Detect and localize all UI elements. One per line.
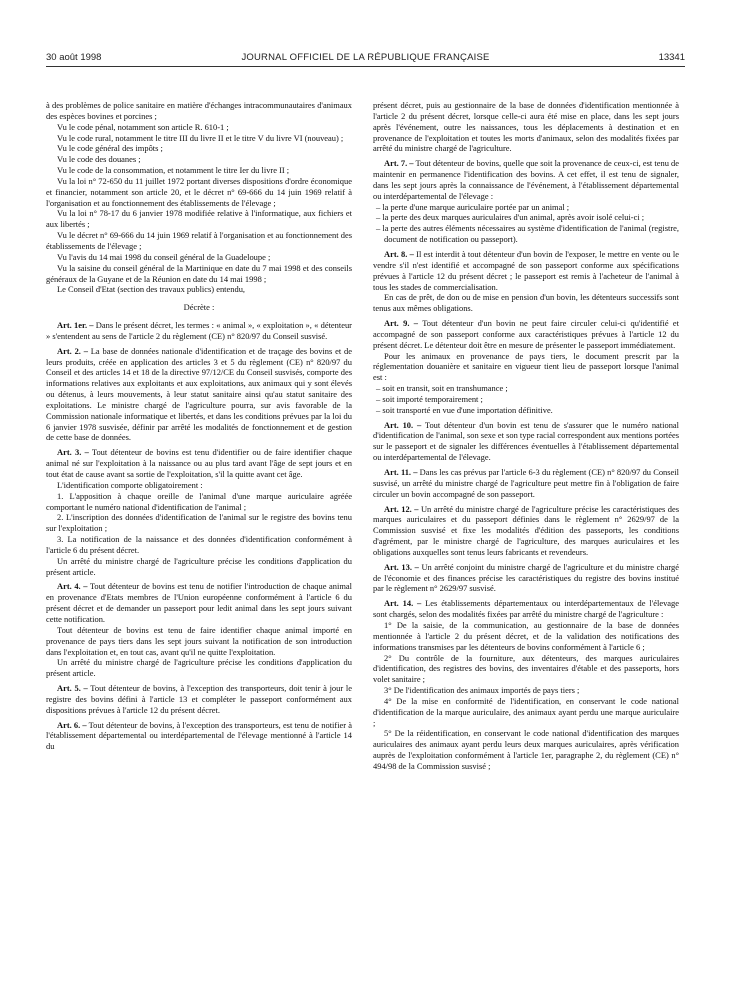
paragraph: 1. L'apposition à chaque oreille de l'animal d'une marque auriculaire agréée comportant le numéro national d'identification de l'animal ; — [46, 490, 352, 512]
paragraph: Vu le décret n° 69-666 du 14 juin 1969 relatif à l'organisation et au fonctionnement des établissements de l'élevage ; — [46, 230, 352, 251]
journal-title: JOURNAL OFFICIEL DE LA RÉPUBLIQUE FRANÇAISE — [241, 52, 490, 63]
article-text: Tout détenteur de bovins est tenu de notifier l'introduction de chaque animal en provenance d'Etats membres de l'Union européenne conformément à l'article 6 du présent décret et de demander un passeport pour ledit animal dans les sept jours suivant cette notification. — [46, 581, 352, 624]
article-text: Tout détenteur de bovins est tenu d'identifier ou de faire identifier chaque animal né sur l'exploitation à la naissance ou au plus tard avant l'âge de sept jours et en tout état de cause avant sa sortie de l'exploitation, s'il la quitte avant cet âge. — [46, 447, 352, 479]
article-label: Art. 8. – — [384, 248, 414, 259]
paragraph: 2. L'inscription des données d'identification de l'animal sur le registre des bovins tenu sur l'exploitation ; — [46, 512, 352, 534]
article-label: Art. 14. – — [384, 598, 422, 609]
article-10 — [373, 420, 679, 463]
paragraph: Vu le code pénal, notamment son article R. 610-1 ; — [57, 121, 229, 132]
header-rule — [46, 66, 685, 67]
paragraph: présent décret, puis au gestionnaire de la base de données d'identification mentionnée à l'article 2 du présent décret, lorsque celle-ci aura été mise en place, dans les sept jours après l'événement, outre les naissances, tous les déplacements à destination et en provenance de l'exploitation et toutes les morts d'animaux, selon des modalités fixées par arrêté du ministre chargé de l'agriculture. — [373, 100, 679, 154]
paragraph: Vu le code général des impôts ; — [57, 143, 163, 154]
article-label: Art. 4. – — [57, 581, 88, 592]
paragraph: 3° De l'identification des animaux importés de pays tiers ; — [384, 685, 580, 696]
article-label: Art. 9. – — [384, 318, 419, 329]
article-14 — [373, 598, 679, 620]
article-text: Tout détenteur de bovins, quelle que soit la provenance de ceux-ci, est tenu de maintenir en permanence l'identification des bovins. A cet effet, il est tenu de signaler, dans les sept jours après la connaissance de l'événement, à l'établissement départemental ou interdépartemental de l'élevage : — [373, 158, 679, 201]
article-text: Dans le présent décret, les termes : « animal », « exploitation », « détenteur » s'entendent au sens de l'article 2 du règlement (CE) n° 820/97 du Conseil susvisé. — [46, 320, 352, 341]
paragraph: En cas de prêt, de don ou de mise en pension d'un bovin, les détenteurs successifs sont tenus aux mêmes obligations. — [373, 292, 679, 314]
paragraph: Pour les animaux en provenance de pays tiers, le document prescrit par la réglementation douanière et sanitaire en vigueur tient lieu de passeport lorsque l'animal est : — [373, 350, 679, 383]
list-item: – la perte d'une marque auriculaire portée par un animal ; — [376, 201, 570, 212]
paragraph: Vu le code rural, notamment le titre III du livre II et le titre V du livre VI (nouveau) ; — [57, 132, 344, 143]
article-text: Un arrêté conjoint du ministre chargé de l'agriculture et du ministre chargé de l'économie et des finances précise les caractéristiques du registre des bovins institué par le règlement n° 2629/97 susvisé. — [373, 561, 679, 594]
paragraph: 4° De la mise en conformité de l'identification, en conservant le code national d'identification de la marque auriculaire, des animaux ayant perdu une marque auriculaire ; — [373, 695, 679, 728]
article-label: Art. 10. – — [384, 419, 422, 430]
paragraph: à des problèmes de police sanitaire en matière d'échanges intracommunautaires d'animaux des espèces bovines et porcines ; — [46, 100, 352, 121]
article-text: Il est interdit à tout détenteur d'un bovin de l'exposer, le mettre en vente ou le vendre s'il n'est identifié et accompagné de son passeport conforme aux spécifications prévues à l'article 12 du présent décret ; le passeport est remis à l'acheteur de l'animal à tous les stades de commercialisation. — [373, 248, 679, 292]
article-label: Art. 1er. – — [57, 320, 94, 331]
decrete-heading: Décrète : — [183, 302, 215, 313]
list-item: – la perte des deux marques auriculaires d'un animal, après avoir isolé celui-ci ; — [376, 212, 645, 223]
paragraph: 1° De la saisie, de la communication, au gestionnaire de la base de données mentionnée à l'article 2 du présent décret, et de la validation des notifications des informations transmises par les détenteurs de bovins conformément à l'article 6 ; — [373, 619, 679, 652]
article-2 — [46, 346, 352, 444]
article-11 — [373, 467, 679, 500]
paragraph: Le Conseil d'Etat (section des travaux publics) entendu, — [57, 284, 246, 295]
article-1 — [46, 320, 352, 342]
article-text: Tout détenteur de bovins, à l'exception des transporteurs, est tenu de notifier à l'établissement départemental ou interdépartemental de l'élevage mentionné à l'article 14 du — [46, 719, 352, 752]
article-label: Art. 3. – — [57, 447, 89, 458]
article-5 — [46, 683, 352, 716]
article-4 — [46, 581, 352, 624]
list-item: – soit transporté en vue d'une importation définitive. — [376, 404, 553, 415]
article-text: Tout détenteur d'un bovin est tenu de s'assurer que le numéro national d'identification de l'animal, son sexe et son type racial correspondent aux mentions portées sur le passeport et de signaler les différences éventuelles à l'établissement départemental ou interdépartemental de l'élevage. — [373, 419, 679, 463]
paragraph: 5° De la réidentification, en conservant le code national d'identification des marques auriculaires des animaux ayant perdu leurs deux marques auriculaires, après vérification auprès de l'exploitation conformément à l'article 1er, paragraphe 2, du règlement (CE) n° 494/98 de la Commission susvisé ; — [373, 728, 679, 771]
right-column — [373, 100, 679, 772]
paragraph: 3. La notification de la naissance et des données d'identification conformément à l'article 6 du présent décret. — [46, 534, 352, 555]
page-number: 13341 — [658, 52, 685, 63]
list-item: – la perte des autres éléments nécessaires au système d'identification de l'animal (registre, document de notification ou passeport). — [376, 223, 679, 245]
article-label: Art. 13. – — [384, 561, 419, 572]
article-label: Art. 11. – — [384, 467, 418, 477]
article-text: Dans les cas prévus par l'article 6-3 du règlement (CE) n° 820/97 du Conseil susvisé, un arrêté du ministre chargé de l'agriculture peut mettre fin à l'obligation de faire circuler un bovin accompagné de son passeport. — [373, 467, 679, 499]
paragraph: Vu la saisine du conseil général de la Martinique en date du 7 mai 1998 et des conseils généraux de la Guyane et de la Réunion en date du 14 mai 1998 ; — [46, 262, 352, 284]
article-label: Art. 2. – — [57, 345, 88, 356]
article-text: Les établissements départementaux ou interdépartementaux de l'élevage sont chargés, selon des modalités fixées par arrêté du ministre chargé de l'agriculture : — [373, 598, 679, 620]
paragraph: Un arrêté du ministre chargé de l'agriculture précise les conditions d'application du présent article. — [46, 555, 352, 577]
article-13 — [373, 562, 679, 595]
article-7 — [373, 158, 679, 201]
article-text: La base de données nationale d'identification et de traçage des bovins et de leurs produits, créée en application des articles 3 et 5 du règlement (CE) n° 820/97 du Conseil et des articles 14 et 18 de la directive 97/12/CE du Conseil susvisés, comporte des informations relatives aux exploitants et aux exploitations, aux animaux qui y sont élevés ou détenus, à leurs mouvements, à leur statut sanitaire ainsi qu'au statut sanitaire des exploitations. Le ministre chargé de l'agriculture pourra, sur avis favorable de la Commission nationale informatique et libertés, et dans les conditions prévues par la loi du 6 janvier 1978 susvisée, définir par arrêté les modalités de fonctionnement et de gestion de cette base de données. — [46, 345, 352, 443]
paragraph: Vu l'avis du 14 mai 1998 du conseil général de la Guadeloupe ; — [57, 251, 271, 262]
article-label: Art. 7. – — [384, 158, 414, 169]
paragraph: L'identification comporte obligatoirement : — [57, 479, 203, 490]
article-8 — [373, 249, 679, 292]
article-9 — [373, 318, 679, 351]
paragraph: Vu le code de la consommation, et notamment le titre Ier du livre II ; — [57, 165, 290, 176]
article-6 — [46, 720, 352, 753]
paragraph: Vu la loi n° 78-17 du 6 janvier 1978 modifiée relative à l'informatique, aux fichiers et aux libertés ; — [46, 208, 352, 230]
list-item: – soit en transit, soit en transhumance ; — [376, 383, 508, 394]
paragraph: Tout détenteur de bovins est tenu de faire identifier chaque animal importé en provenance de pays tiers dans les sept jours suivant la notification de son introduction dans l'exploitation et, en tout cas, avant qu'il ne quitte l'exploitation. — [46, 624, 352, 657]
article-text: Tout détenteur d'un bovin ne peut faire circuler celui-ci qu'identifié et accompagné de son passeport conforme aux caractéristiques prévues à l'article 12 du présent décret. Le détenteur doit être en mesure de présenter le passeport immédiatement. — [373, 318, 680, 350]
paragraph: Vu la loi n° 72-650 du 11 juillet 1972 portant diverses dispositions d'ordre économique et financier, notamment son article 20, et le décret n° 69-666 du 14 juin 1969 relatif à l'organisation et au fonctionnement des établissements de l'élevage ; — [46, 175, 352, 208]
paragraph: 2° Du contrôle de la fourniture, aux détenteurs, des marques auriculaires d'identification, des registres des bovins, des inventaires d'étable et des passeports, hors volet sanitaire ; — [373, 652, 679, 685]
article-label: Art. 12. – — [384, 503, 419, 514]
paragraph: Un arrêté du ministre chargé de l'agriculture précise les conditions d'application du présent article. — [46, 657, 352, 679]
article-label: Art. 5. – — [57, 683, 88, 694]
left-column — [46, 100, 352, 752]
article-12 — [373, 504, 679, 558]
list-item: – soit importé temporairement ; — [376, 393, 483, 404]
paragraph: Vu le code des douanes ; — [57, 154, 141, 165]
article-text: Tout détenteur de bovins, à l'exception des transporteurs, doit tenir à jour le registre des bovins défini à l'article 13 et compléter le passeport conformément aux dispositions prévues à l'article 12 du présent décret. — [46, 683, 352, 715]
article-3 — [46, 447, 352, 480]
article-label: Art. 6. – — [57, 719, 87, 730]
article-text: Un arrêté du ministre chargé de l'agriculture précise les caractéristiques des marques auriculaires et du passeport définies dans le règlement n° 2629/97 de la Commission susvisé et fixe les modalités d'édition des passeports, les conditions d'agrément, par le ministre chargé de l'agriculture, des marques auriculaires et les obligations auxquelles sont tenus leurs fabricants et revendeurs. — [373, 503, 679, 557]
header-date: 30 août 1998 — [46, 52, 102, 63]
